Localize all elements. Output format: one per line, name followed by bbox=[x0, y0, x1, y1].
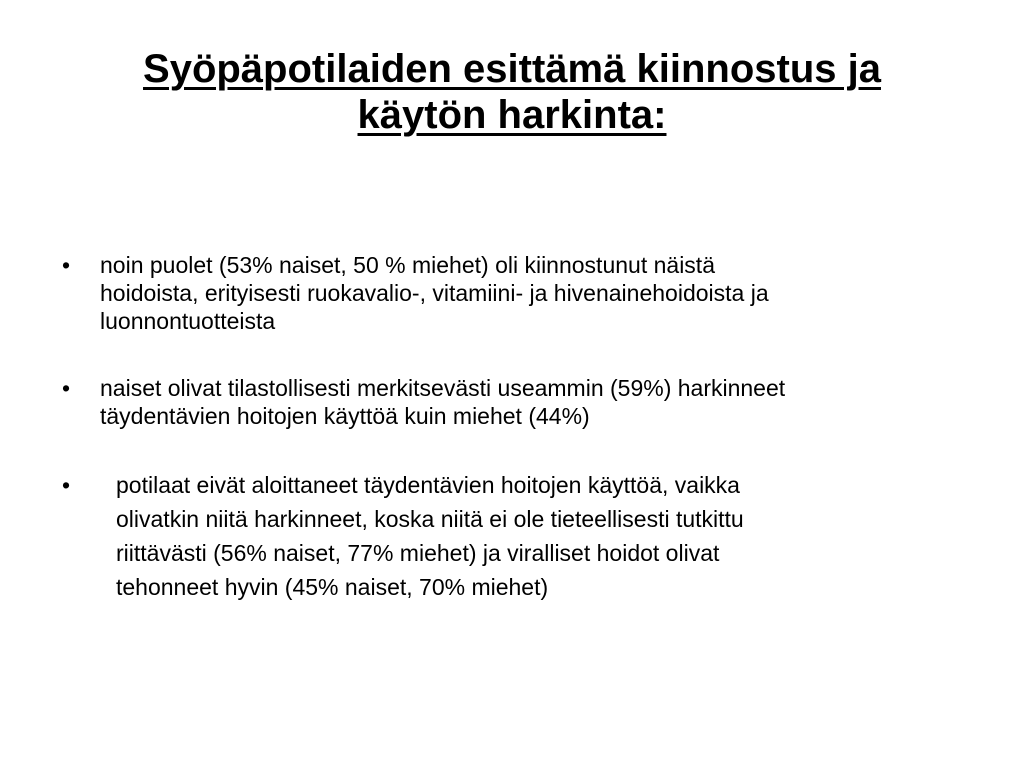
title-line-1: Syöpäpotilaiden esittämä kiinnostus ja bbox=[143, 47, 881, 91]
bullet-icon: • bbox=[62, 375, 71, 401]
bullet-item-1 bbox=[62, 251, 1000, 335]
slide-title bbox=[40, 46, 984, 138]
bullet-2-line-1: naiset olivat tilastollisesti merkitsevästi useammin (59%) harkinneet bbox=[100, 375, 786, 401]
bullet-item-2 bbox=[62, 374, 1000, 430]
bullet-item-3 bbox=[62, 468, 976, 604]
bullet-1-line-2: hoidoista, erityisesti ruokavalio-, vitamiini- ja hivenainehoidoista ja bbox=[100, 280, 769, 306]
bullet-3-line-4: tehonneet hyvin (45% naiset, 70% miehet) bbox=[116, 574, 549, 600]
bullet-1-line-1: noin puolet (53% naiset, 50 % miehet) oli kiinnostunut näistä bbox=[100, 252, 715, 278]
bullet-icon: • bbox=[62, 472, 71, 498]
bullet-3-line-3: riittävästi (56% naiset, 77% miehet) ja viralliset hoidot olivat bbox=[116, 540, 720, 566]
bullet-3-line-1: potilaat eivät aloittaneet täydentävien hoitojen käyttöä, vaikka bbox=[116, 472, 740, 498]
bullet-3-line-2: olivatkin niitä harkinneet, koska niitä ei ole tieteellisesti tutkittu bbox=[116, 506, 744, 532]
bullet-1-line-3: luonnontuotteista bbox=[100, 308, 276, 334]
bullet-icon: • bbox=[62, 252, 71, 278]
bullet-2-line-2: täydentävien hoitojen käyttöä kuin miehet (44%) bbox=[100, 403, 590, 429]
title-line-2: käytön harkinta: bbox=[357, 93, 667, 137]
